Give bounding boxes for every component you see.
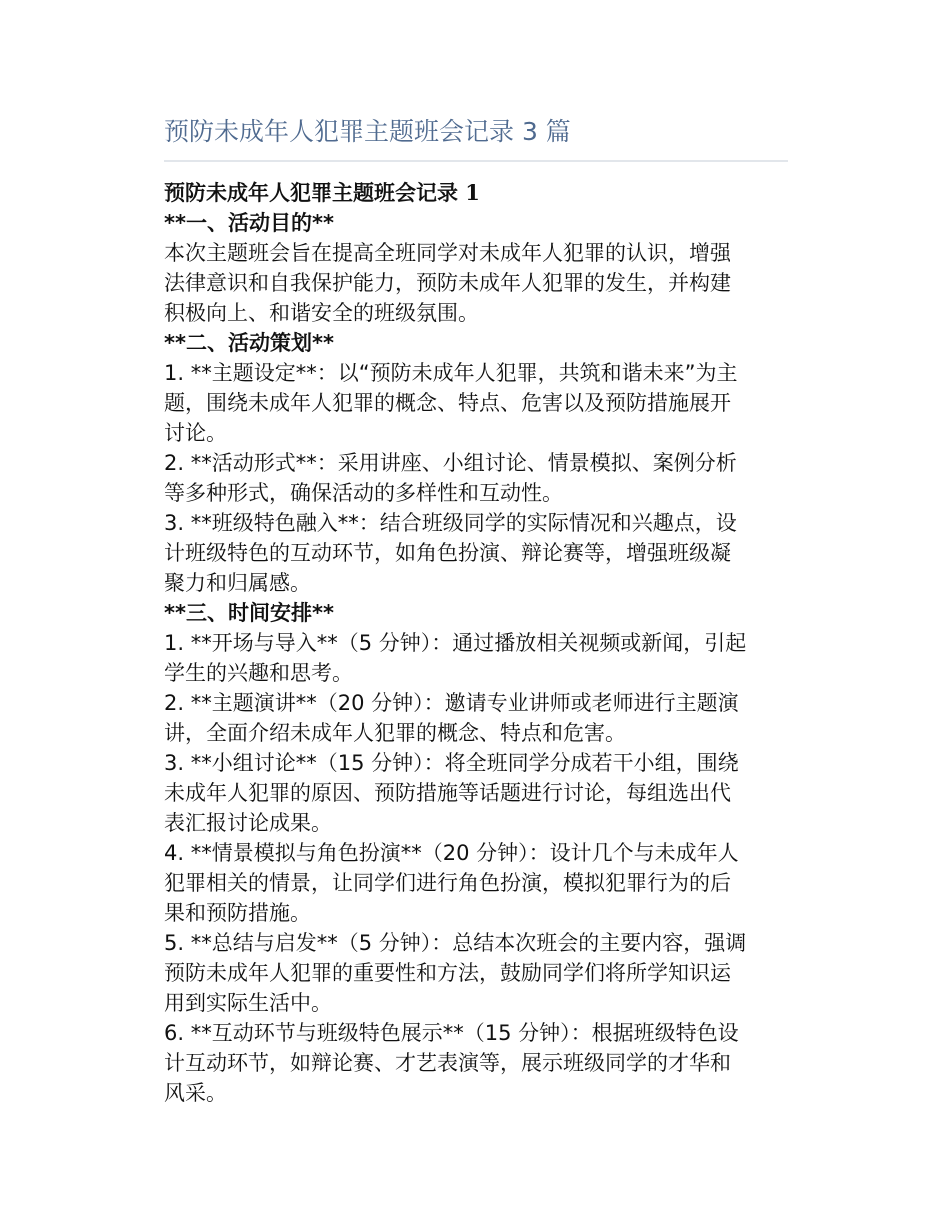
text-line: 等多种形式，确保活动的多样性和互动性。: [164, 481, 563, 505]
text-line: 预防未成年人犯罪的重要性和方法，鼓励同学们将所学知识运: [164, 961, 731, 985]
text-line: 用到实际生活中。: [164, 991, 332, 1015]
title-divider: [164, 160, 788, 162]
text-line: 聚力和归属感。: [164, 571, 311, 595]
text-line: 4. **情景模拟与角色扮演**（20 分钟）：设计几个与未成年人: [164, 841, 739, 865]
text-line: 6. **互动环节与班级特色展示**（15 分钟）：根据班级特色设: [164, 1021, 739, 1045]
section-heading: **一、活动目的**: [164, 211, 334, 235]
text-line: 1. **主题设定**：以“预防未成年人犯罪，共筑和谐未来”为主: [164, 361, 738, 385]
text-line: 讨论。: [164, 421, 227, 445]
section-heading: **三、时间安排**: [164, 601, 334, 625]
text-line: 果和预防措施。: [164, 901, 311, 925]
text-line: 3. **小组讨论**（15 分钟）：将全班同学分成若干小组，围绕: [164, 751, 739, 775]
text-line: 犯罪相关的情景，让同学们进行角色扮演，模拟犯罪行为的后: [164, 871, 731, 895]
text-line: 积极向上、和谐安全的班级氛围。: [164, 301, 479, 325]
text-line: 5. **总结与启发**（5 分钟）：总结本次班会的主要内容，强调: [164, 931, 747, 955]
text-line: 题，围绕未成年人犯罪的概念、特点、危害以及预防措施展开: [164, 391, 731, 415]
text-line: 本次主题班会旨在提高全班同学对未成年人犯罪的认识，增强: [164, 241, 731, 265]
document-body: [164, 178, 788, 1108]
text-line: 3. **班级特色融入**：结合班级同学的实际情况和兴趣点，设: [164, 511, 737, 535]
text-line: 未成年人犯罪的原因、预防措施等话题进行讨论，每组选出代: [164, 781, 731, 805]
section-title: 预防未成年人犯罪主题班会记录 1: [164, 180, 480, 205]
document-title: 预防未成年人犯罪主题班会记录 3 篇: [164, 117, 571, 146]
section-heading: **二、活动策划**: [164, 331, 334, 355]
text-line: 2. **主题演讲**（20 分钟）：邀请专业讲师或老师进行主题演: [164, 691, 739, 715]
text-line: 计互动环节，如辩论赛、才艺表演等，展示班级同学的才华和: [164, 1051, 731, 1075]
text-line: 风采。: [164, 1081, 227, 1105]
text-line: 法律意识和自我保护能力，预防未成年人犯罪的发生，并构建: [164, 271, 731, 295]
text-line: 讲，全面介绍未成年人犯罪的概念、特点和危害。: [164, 721, 626, 745]
text-line: 表汇报讨论成果。: [164, 811, 332, 835]
text-line: 计班级特色的互动环节，如角色扮演、辩论赛等，增强班级凝: [164, 541, 731, 565]
paragraph-lines: [164, 208, 788, 1108]
text-line: 1. **开场与导入**（5 分钟）：通过播放相关视频或新闻，引起: [164, 631, 747, 655]
text-line: 学生的兴趣和思考。: [164, 661, 353, 685]
text-line: 2. **活动形式**：采用讲座、小组讨论、情景模拟、案例分析: [164, 451, 737, 475]
